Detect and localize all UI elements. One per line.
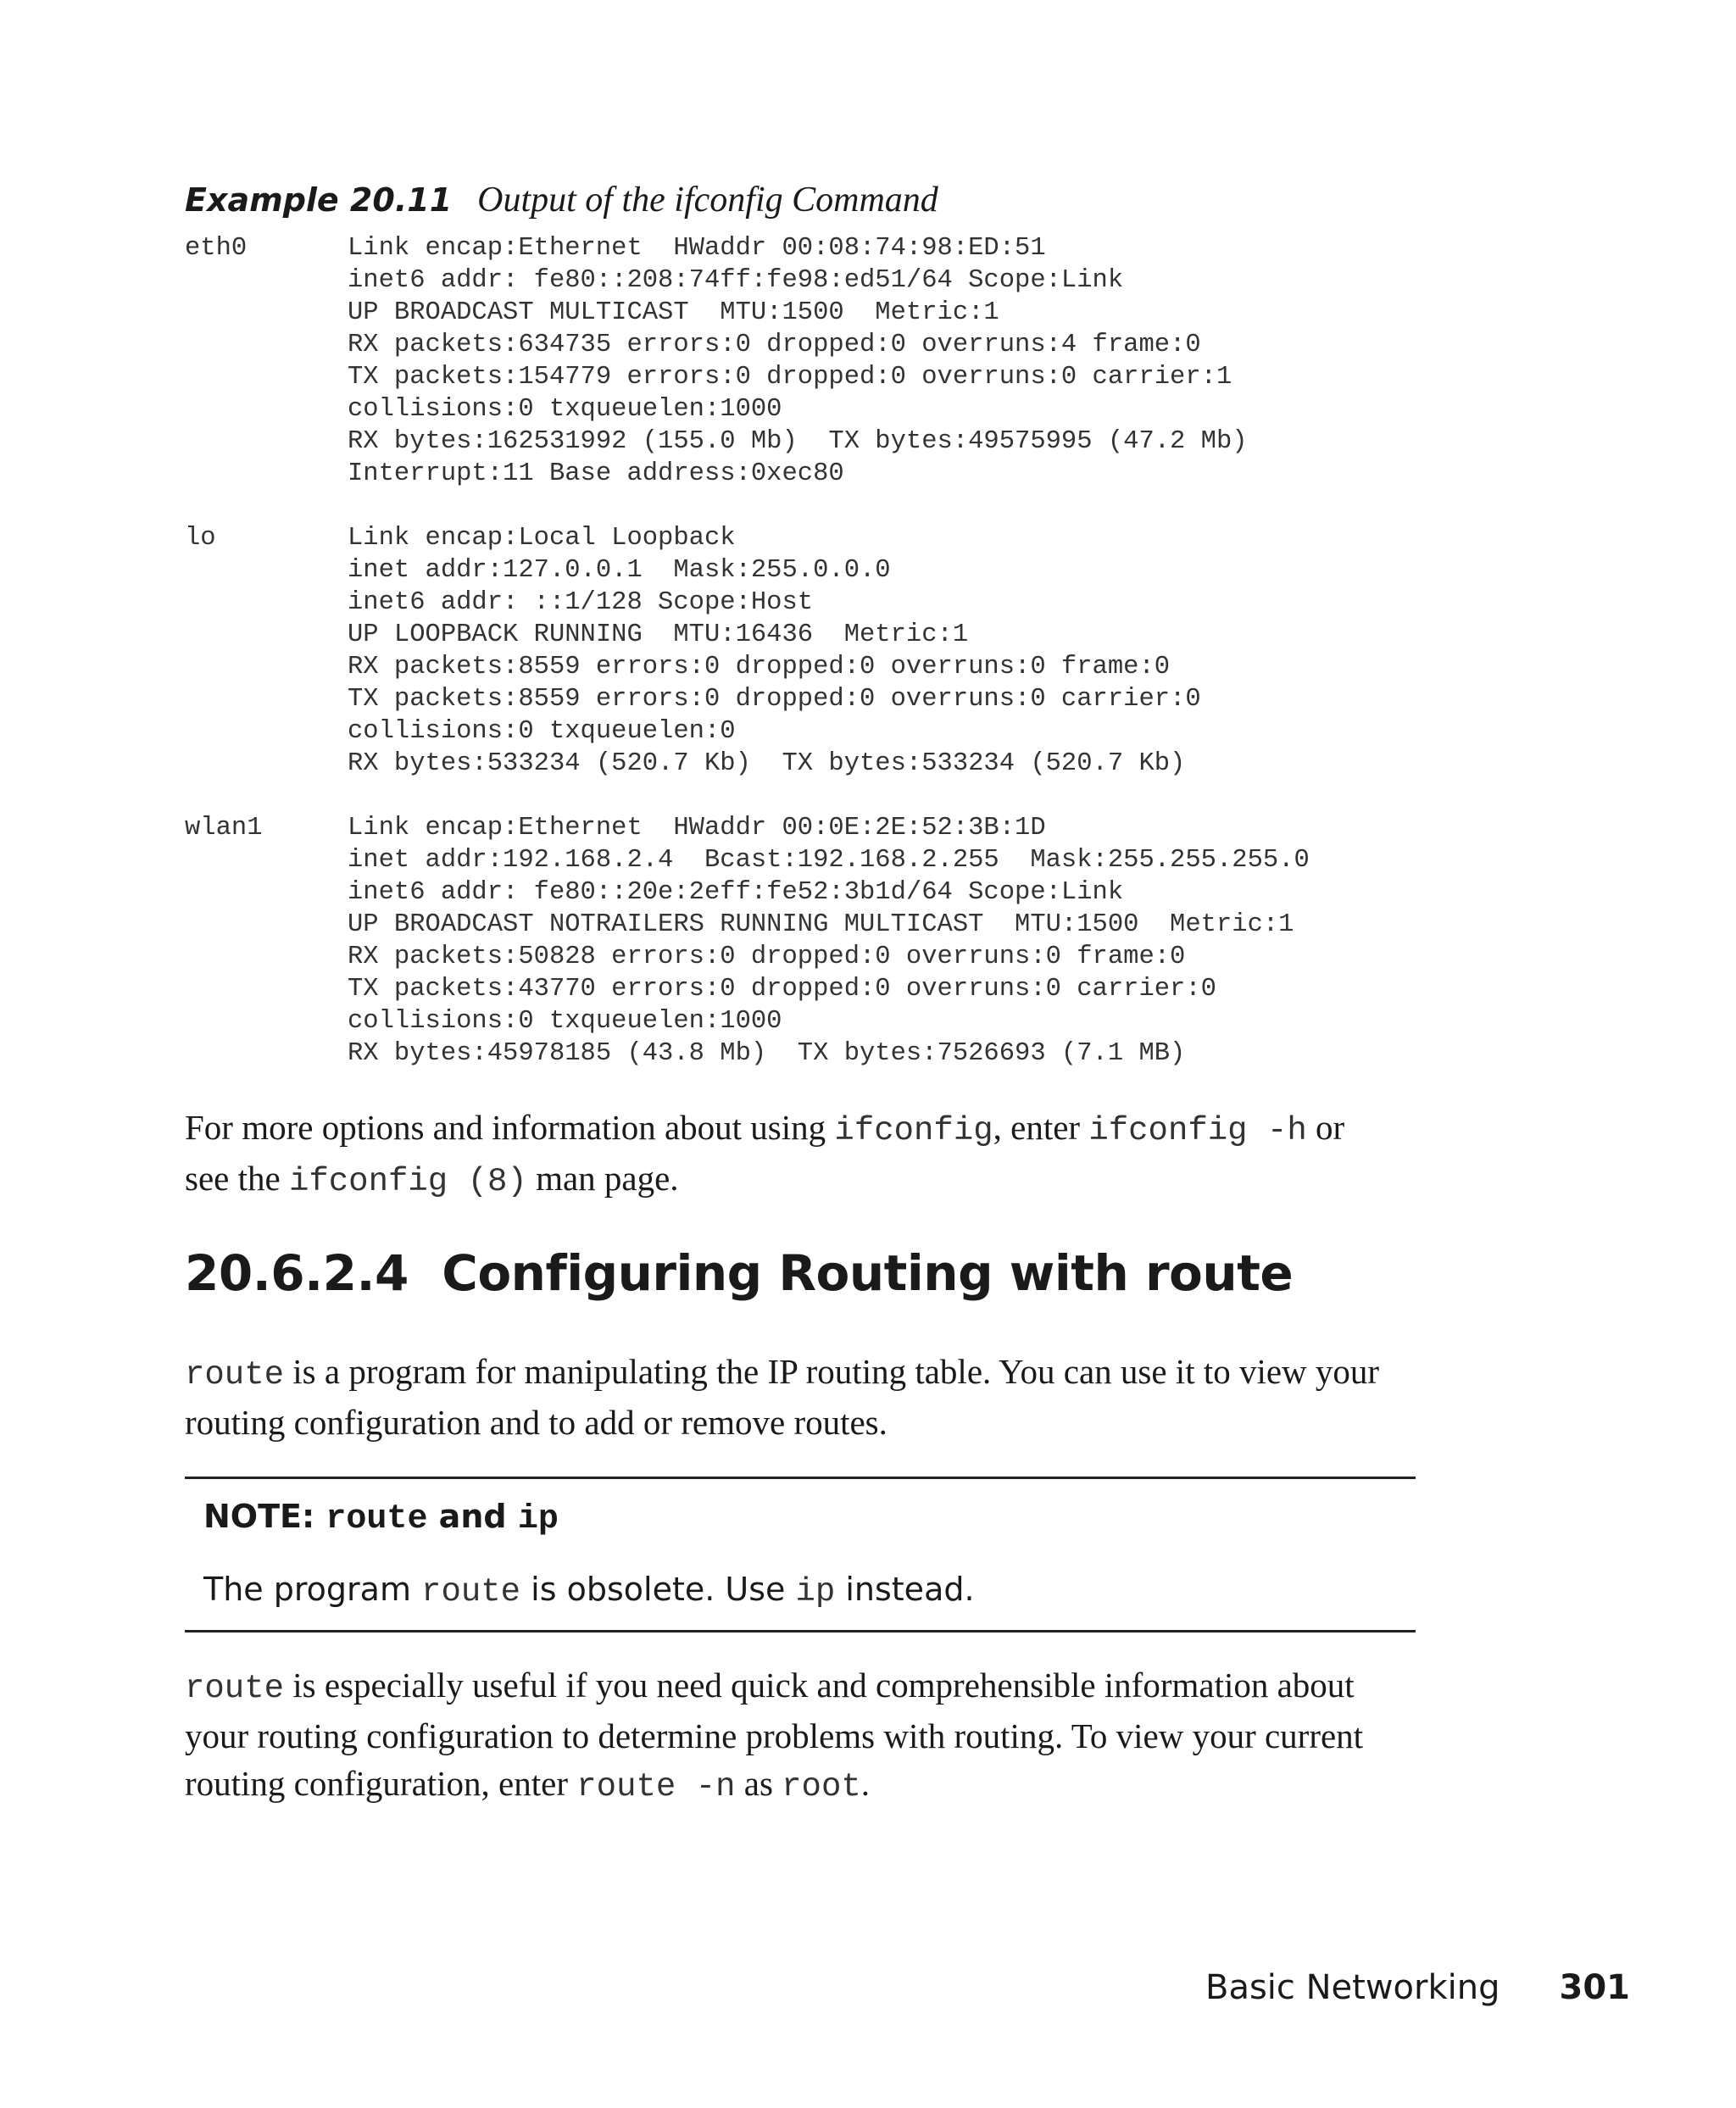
- inline-code: ip: [517, 1500, 559, 1538]
- interface-name: wlan1: [185, 814, 263, 843]
- inline-code: route: [185, 1670, 285, 1707]
- running-footer-title: Basic Networking: [1205, 1968, 1500, 2007]
- output-line: UP BROADCAST NOTRAILERS RUNNING MULTICAST MTU:1500 Metric:1: [348, 910, 1294, 939]
- text: instead.: [835, 1571, 975, 1608]
- text: and: [427, 1498, 518, 1535]
- example-label: Example 20.11: [185, 181, 453, 219]
- interface-block-eth0: [185, 232, 1456, 490]
- output-line: RX bytes:162531992 (155.0 Mb) TX bytes:49575995 (47.2 Mb): [348, 427, 1248, 456]
- text: routing configuration and to add or remove routes.: [185, 1403, 887, 1442]
- interface-block-lo: [185, 522, 1456, 780]
- output-line: TX packets:154779 errors:0 dropped:0 overruns:0 carrier:1: [348, 363, 1232, 392]
- note-box: [185, 1477, 1416, 1632]
- text: your routing configuration to determine problems with routing. To view your current: [185, 1716, 1364, 1755]
- inline-code: route: [185, 1356, 285, 1393]
- output-line: TX packets:43770 errors:0 dropped:0 overruns:0 carrier:0: [348, 975, 1216, 1004]
- output-line: collisions:0 txqueuelen:0: [348, 717, 736, 746]
- output-line: inet addr:192.168.2.4 Bcast:192.168.2.255 Mask:255.255.255.0: [348, 846, 1310, 875]
- output-line: RX bytes:45978185 (43.8 Mb) TX bytes:7526693 (7.1 MB): [348, 1039, 1186, 1068]
- inline-code: ip: [795, 1573, 836, 1610]
- page-footer: [1205, 1968, 1630, 2007]
- text: is a program for manipulating the IP routing table. You can use it to view your: [284, 1352, 1380, 1391]
- inline-code: ifconfig -h: [1088, 1112, 1307, 1149]
- text: .: [860, 1764, 871, 1803]
- page-number: 301: [1559, 1968, 1630, 2007]
- output-line: Link encap:Ethernet HWaddr 00:08:74:98:ED:51: [348, 234, 1046, 263]
- output-line: TX packets:8559 errors:0 dropped:0 overruns:0 carrier:0: [348, 685, 1201, 714]
- text: is obsolete. Use: [520, 1571, 796, 1608]
- text: or: [1306, 1108, 1345, 1147]
- output-line: inet6 addr: ::1/128 Scope:Host: [348, 588, 814, 617]
- inline-code: ifconfig: [834, 1112, 993, 1149]
- note-title: [203, 1498, 559, 1538]
- output-line: UP LOOPBACK RUNNING MTU:16436 Metric:1: [348, 620, 969, 649]
- output-line: inet6 addr: fe80::208:74ff:fe98:ed51/64 Scope:Link: [348, 266, 1124, 295]
- output-line: inet addr:127.0.0.1 Mask:255.0.0.0: [348, 556, 891, 585]
- output-line: Link encap:Ethernet HWaddr 00:0E:2E:52:3B:1D: [348, 814, 1046, 843]
- output-line: RX packets:8559 errors:0 dropped:0 overruns:0 frame:0: [348, 653, 1171, 681]
- interface-name: eth0: [185, 234, 248, 263]
- section-heading: 20.6.2.4 Configuring Routing with route: [185, 1244, 1294, 1302]
- inline-code: route -n: [576, 1768, 736, 1805]
- output-line: Interrupt:11 Base address:0xec80: [348, 459, 844, 488]
- output-line: UP BROADCAST MULTICAST MTU:1500 Metric:1: [348, 298, 999, 327]
- example-caption: [185, 180, 938, 220]
- output-line: RX packets:634735 errors:0 dropped:0 overruns:4 frame:0: [348, 331, 1201, 359]
- text: as: [735, 1764, 782, 1803]
- text: man page.: [526, 1159, 679, 1198]
- paragraph-route-usage: [185, 1661, 1439, 1810]
- inline-code: ifconfig (8): [288, 1163, 527, 1200]
- paragraph-route-intro: [185, 1348, 1439, 1446]
- text: see the: [185, 1159, 289, 1198]
- note-prefix: NOTE:: [203, 1498, 326, 1535]
- paragraph-ifconfig-help: [185, 1104, 1439, 1205]
- text: The program: [203, 1571, 422, 1608]
- output-line: RX bytes:533234 (520.7 Kb) TX bytes:533234 (520.7 Kb): [348, 749, 1186, 778]
- text: For more options and information about using: [185, 1108, 835, 1147]
- output-line: RX packets:50828 errors:0 dropped:0 overruns:0 frame:0: [348, 943, 1186, 971]
- ifconfig-output: [185, 232, 1456, 1102]
- interface-block-wlan1: [185, 812, 1456, 1070]
- interface-name: lo: [185, 524, 216, 553]
- output-line: collisions:0 txqueuelen:1000: [348, 1007, 782, 1036]
- text: is especially useful if you need quick and comprehensible information about: [284, 1666, 1355, 1705]
- text: , enter: [993, 1108, 1089, 1147]
- inline-code: route: [326, 1500, 428, 1538]
- inline-code: root: [782, 1768, 861, 1805]
- text: routing configuration, enter: [185, 1764, 577, 1803]
- output-line: Link encap:Local Loopback: [348, 524, 736, 553]
- example-title: Output of the ifconfig Command: [477, 181, 938, 220]
- output-line: collisions:0 txqueuelen:1000: [348, 395, 782, 424]
- inline-code: route: [421, 1573, 521, 1610]
- output-line: inet6 addr: fe80::20e:2eff:fe52:3b1d/64 Scope:Link: [348, 878, 1124, 907]
- note-body: [203, 1571, 975, 1610]
